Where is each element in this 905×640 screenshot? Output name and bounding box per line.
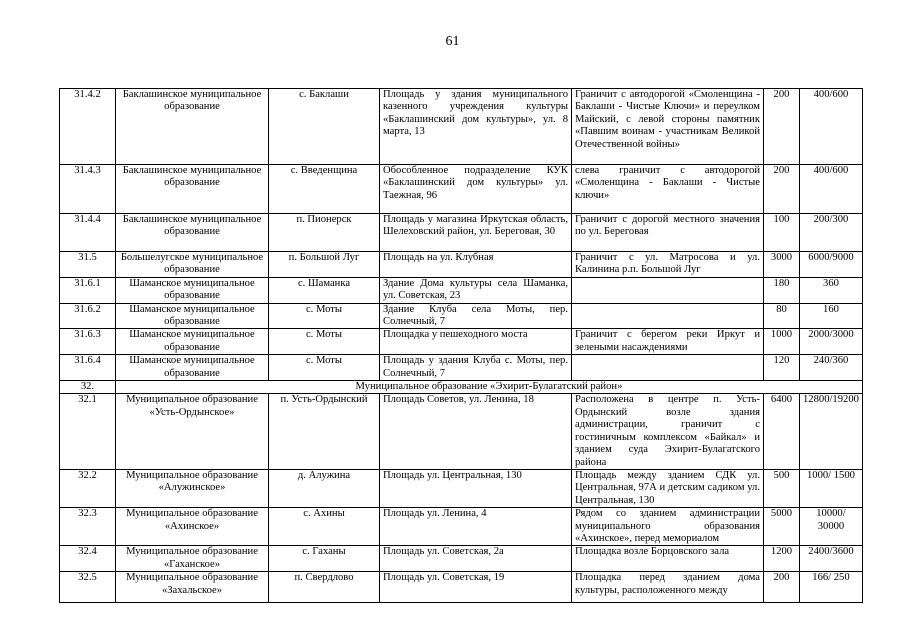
cell-number: 31.4.2 bbox=[60, 89, 116, 165]
cell-settlement: п. Усть-Ордынский bbox=[269, 394, 380, 469]
cell-place: Площадь у магазина Иркутская область, Шелеховский район, ул. Береговая, 30 bbox=[380, 214, 572, 252]
table-row bbox=[60, 329, 863, 355]
cell-boundary: Граничит с ул. Матросова и ул. Калинина р.п. Большой Луг bbox=[572, 252, 764, 278]
cell-boundary bbox=[572, 277, 764, 303]
cell-boundary: Площадка возле Борцовского зала bbox=[572, 546, 764, 572]
table-row bbox=[60, 214, 863, 252]
cell-municipality: Баклашинское муниципальное образование bbox=[116, 214, 269, 252]
cell-capacity: 2000/3000 bbox=[800, 329, 863, 355]
cell-municipality: Шаманское муниципальное образование bbox=[116, 303, 269, 329]
cell-capacity: 400/600 bbox=[800, 89, 863, 165]
cell-capacity: 2400/3600 bbox=[800, 546, 863, 572]
cell-settlement: с. Ахины bbox=[269, 508, 380, 546]
cell-municipality: Шаманское муниципальное образование bbox=[116, 277, 269, 303]
cell-number: 31.6.2 bbox=[60, 303, 116, 329]
cell-boundary bbox=[572, 303, 764, 329]
cell-capacity: 12800/19200 bbox=[800, 394, 863, 469]
cell-number: 32.3 bbox=[60, 508, 116, 546]
cell-area: 200 bbox=[764, 89, 800, 165]
cell-municipality: Муниципальное образование «Захальское» bbox=[116, 572, 269, 603]
cell-settlement: с. Моты bbox=[269, 329, 380, 355]
cell-number: 31.6.3 bbox=[60, 329, 116, 355]
cell-area: 1000 bbox=[764, 329, 800, 355]
table-row bbox=[60, 277, 863, 303]
table-row bbox=[60, 572, 863, 603]
cell-settlement: с. Моты bbox=[269, 303, 380, 329]
cell-settlement: п. Свердлово bbox=[269, 572, 380, 603]
cell-place: Площадь ул. Центральная, 130 bbox=[380, 469, 572, 507]
cell-area: 120 bbox=[764, 355, 800, 381]
table-row bbox=[60, 252, 863, 278]
cell-boundary bbox=[572, 355, 764, 381]
cell-capacity: 1000/ 1500 bbox=[800, 469, 863, 507]
cell-place: Площадь ул. Советская, 19 bbox=[380, 572, 572, 603]
cell-place: Площадь ул. Советская, 2а bbox=[380, 546, 572, 572]
table-body-2 bbox=[60, 394, 863, 603]
cell-municipality: Муниципальное образование «Гаханское» bbox=[116, 546, 269, 572]
page-number: 61 bbox=[445, 34, 460, 49]
table-row bbox=[60, 508, 863, 546]
cell-boundary: Площадка перед зданием дома культуры, расположенного между bbox=[572, 572, 764, 603]
cell-municipality: Большелугское муниципальное образование bbox=[116, 252, 269, 278]
cell-place: Здание Клуба села Моты, пер. Солнечный, 7 bbox=[380, 303, 572, 329]
cell-number: 32.5 bbox=[60, 572, 116, 603]
cell-boundary: Граничит с автодорогой «Смоленщина - Баклаши - Чистые Ключи» и переулком Майский, с левой стороны памятник «Павшим воинам - участникам Великой Отечественной войны» bbox=[572, 89, 764, 165]
cell-number: 31.6.4 bbox=[60, 355, 116, 381]
cell-settlement: с. Моты bbox=[269, 355, 380, 381]
table-row bbox=[60, 355, 863, 381]
group-number: 32. bbox=[60, 381, 116, 394]
cell-place: Обособленное подразделение КУК «Баклашинский дом культуры» ул. Таежная, 96 bbox=[380, 165, 572, 214]
cell-municipality: Шаманское муниципальное образование bbox=[116, 355, 269, 381]
cell-boundary: Площадь между зданием СДК ул. Центральная, 97А и детским садиком ул. Центральная, 130 bbox=[572, 469, 764, 507]
cell-boundary: Рядом со зданием администрации муниципального образования «Ахинское», перед мемориалом bbox=[572, 508, 764, 546]
table-body-1 bbox=[60, 89, 863, 381]
cell-municipality: Муниципальное образование «Алужинское» bbox=[116, 469, 269, 507]
table-row bbox=[60, 89, 863, 165]
table-row bbox=[60, 469, 863, 507]
cell-settlement: д. Алужина bbox=[269, 469, 380, 507]
group-header-row bbox=[60, 381, 863, 394]
cell-number: 32.1 bbox=[60, 394, 116, 469]
cell-place: Площадь ул. Ленина, 4 bbox=[380, 508, 572, 546]
cell-capacity: 10000/ 30000 bbox=[800, 508, 863, 546]
cell-capacity: 240/360 bbox=[800, 355, 863, 381]
cell-area: 3000 bbox=[764, 252, 800, 278]
cell-place: Площадь Советов, ул. Ленина, 18 bbox=[380, 394, 572, 469]
cell-capacity: 6000/9000 bbox=[800, 252, 863, 278]
cell-number: 32.4 bbox=[60, 546, 116, 572]
cell-settlement: с. Баклаши bbox=[269, 89, 380, 165]
cell-settlement: с. Введенщина bbox=[269, 165, 380, 214]
cell-capacity: 160 bbox=[800, 303, 863, 329]
cell-number: 31.6.1 bbox=[60, 277, 116, 303]
cell-settlement: п. Большой Луг bbox=[269, 252, 380, 278]
cell-boundary: слева граничит с автодорогой «Смоленщина - Баклаши - Чистые ключи» bbox=[572, 165, 764, 214]
cell-place: Площадь на ул. Клубная bbox=[380, 252, 572, 278]
cell-place: Площадь у здания муниципального казенного учреждения культуры «Баклашинский дом культуры», ул. 8 марта, 13 bbox=[380, 89, 572, 165]
sites-table bbox=[59, 88, 863, 603]
cell-area: 100 bbox=[764, 214, 800, 252]
cell-capacity: 200/300 bbox=[800, 214, 863, 252]
table-row bbox=[60, 546, 863, 572]
group-title: Муниципальное образование «Эхирит-Булагатский район» bbox=[116, 381, 863, 394]
cell-number: 32.2 bbox=[60, 469, 116, 507]
table-row bbox=[60, 303, 863, 329]
cell-area: 5000 bbox=[764, 508, 800, 546]
cell-place: Площадка у пешеходного моста bbox=[380, 329, 572, 355]
cell-capacity: 400/600 bbox=[800, 165, 863, 214]
cell-area: 180 bbox=[764, 277, 800, 303]
cell-settlement: с. Гаханы bbox=[269, 546, 380, 572]
cell-area: 500 bbox=[764, 469, 800, 507]
cell-area: 200 bbox=[764, 572, 800, 603]
table-row bbox=[60, 394, 863, 469]
cell-area: 200 bbox=[764, 165, 800, 214]
cell-settlement: с. Шаманка bbox=[269, 277, 380, 303]
cell-capacity: 166/ 250 bbox=[800, 572, 863, 603]
cell-boundary: Граничит с берегом реки Иркут и зелеными насаждениями bbox=[572, 329, 764, 355]
cell-settlement: п. Пионерск bbox=[269, 214, 380, 252]
cell-municipality: Баклашинское муниципальное образование bbox=[116, 165, 269, 214]
cell-area: 6400 bbox=[764, 394, 800, 469]
cell-place: Здание Дома культуры села Шаманка, ул. Советская, 23 bbox=[380, 277, 572, 303]
cell-number: 31.5 bbox=[60, 252, 116, 278]
cell-area: 1200 bbox=[764, 546, 800, 572]
cell-number: 31.4.4 bbox=[60, 214, 116, 252]
cell-area: 80 bbox=[764, 303, 800, 329]
cell-boundary: Расположена в центре п. Усть-Ордынский возле здания администрации, граничит с гостиничным комплексом «Байкал» и зданием суда Эхирит-Булагатского района bbox=[572, 394, 764, 469]
cell-municipality: Муниципальное образование «Усть-Ордынское» bbox=[116, 394, 269, 469]
cell-number: 31.4.3 bbox=[60, 165, 116, 214]
table-row bbox=[60, 165, 863, 214]
cell-municipality: Муниципальное образование «Ахинское» bbox=[116, 508, 269, 546]
cell-place: Площадь у здания Клуба с. Моты, пер. Солнечный, 7 bbox=[380, 355, 572, 381]
cell-boundary: Граничит с дорогой местного значения по ул. Береговая bbox=[572, 214, 764, 252]
group-header-body bbox=[60, 381, 863, 394]
cell-municipality: Баклашинское муниципальное образование bbox=[116, 89, 269, 165]
cell-municipality: Шаманское муниципальное образование bbox=[116, 329, 269, 355]
cell-capacity: 360 bbox=[800, 277, 863, 303]
